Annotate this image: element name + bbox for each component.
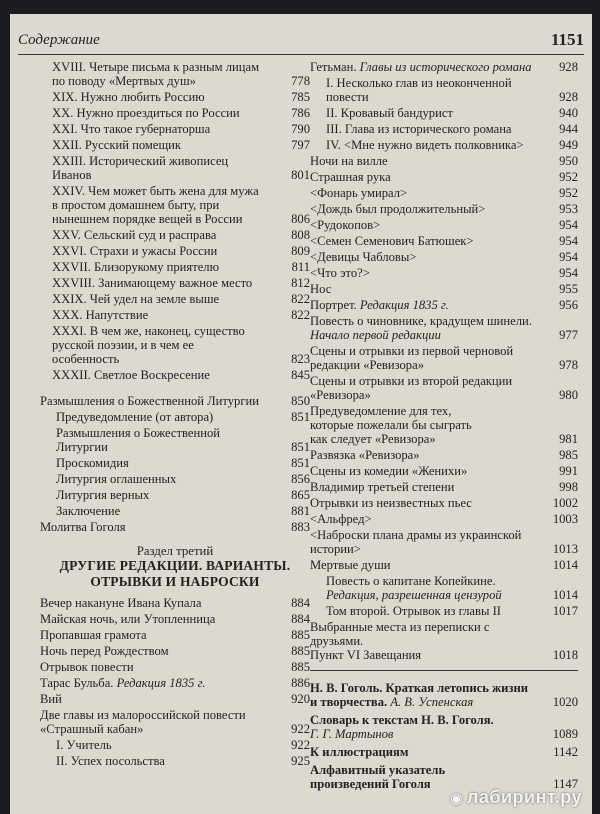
toc-page-number: 845	[291, 368, 310, 382]
toc-entry: Проскомидия 851	[56, 456, 310, 470]
toc-page-number: 865	[291, 488, 310, 502]
toc-entry: IV. <Мне нужно видеть полковника> 949	[326, 138, 578, 152]
toc-entry: XXI. Что такое губернаторша 790	[52, 122, 310, 136]
toc-entry: Сцены и отрывки из второй редакции «Ревизора» 980	[310, 374, 578, 402]
toc-entry: Отрывки из неизвестных пьес 1002	[310, 496, 578, 510]
appendix-entry: Алфавитный указатель произведений Гоголя 1147	[310, 763, 578, 791]
toc-entry: XXXI. В чем же, наконец, существо русской поэзии, и в чем ее особенность 823	[52, 324, 310, 366]
toc-page-number: 1142	[553, 745, 578, 759]
letters-list	[40, 60, 310, 382]
toc-page-number: 812	[291, 276, 310, 290]
toc-page-number: 1018	[552, 648, 578, 662]
toc-entry: Портрет. Редакция 1835 г. 956	[310, 298, 578, 312]
toc-entry: <Семен Семенович Батюшек> 954	[310, 234, 578, 248]
variants-list	[40, 596, 310, 768]
toc-entry: XXIX. Чей удел на земле выше 822	[52, 292, 310, 306]
toc-entry: Тарас Бульба. Редакция 1835 г. 886	[40, 676, 310, 690]
toc-page-number: 851	[291, 456, 310, 470]
toc-entry: Молитва Гоголя 883	[40, 520, 310, 534]
toc-entry: Развязка «Ревизора» 985	[310, 448, 578, 462]
toc-entry: Том второй. Отрывок из главы II 1017	[326, 604, 578, 618]
toc-page-number: 952	[559, 170, 578, 184]
toc-page-number: 949	[559, 138, 578, 152]
toc-page-number: 811	[291, 260, 310, 274]
toc-entry: Выбранные места из переписки с друзьями. Пункт VI Завещания 1018	[310, 620, 578, 662]
toc-entry: II. Кровавый бандурист 940	[326, 106, 578, 120]
toc-page-number: 822	[291, 308, 310, 322]
toc-entry: Пропавшая грамота 885	[40, 628, 310, 642]
toc-page-number: 801	[291, 168, 310, 182]
toc-entry: Владимир третьей степени 998	[310, 480, 578, 494]
left-column	[40, 60, 310, 770]
toc-entry: Заключение 881	[56, 504, 310, 518]
toc-entry: Сцены из комедии «Женихи» 991	[310, 464, 578, 478]
page-number: 1151	[550, 30, 584, 49]
toc-page-number: 785	[291, 90, 310, 104]
toc-page-number: 1020	[552, 695, 578, 709]
toc-entry: I. Несколько глав из неоконченной повести 928	[326, 76, 578, 104]
toc-page-number: 823	[291, 352, 310, 366]
fragments-list	[310, 60, 578, 662]
toc-page-number: 881	[291, 504, 310, 518]
toc-page-number: 851	[291, 440, 310, 454]
toc-page-number: 978	[559, 358, 578, 372]
toc-page-number: 956	[559, 298, 578, 312]
toc-page-number: 1089	[552, 727, 578, 741]
toc-page-number: 920	[291, 692, 310, 706]
toc-entry: Вечер накануне Ивана Купала 884	[40, 596, 310, 610]
toc-entry: II. Успех посольства 925	[56, 754, 310, 768]
toc-page-number: 809	[291, 244, 310, 258]
toc-entry: Ночи на вилле 950	[310, 154, 578, 168]
watermark-logo-icon: ◉	[450, 790, 463, 806]
toc-page-number: 806	[291, 212, 310, 226]
toc-page-number: 928	[559, 60, 578, 74]
toc-entry: XXVII. Близорукому приятелю 811	[52, 260, 310, 274]
right-column	[310, 60, 578, 793]
header-rule	[18, 54, 584, 55]
toc-entry: Нос 955	[310, 282, 578, 296]
toc-page-number: 1002	[552, 496, 578, 510]
toc-entry: <Что это?> 954	[310, 266, 578, 280]
toc-entry: XXIV. Чем может быть жена для мужа в простом домашнем быту, при нынешнем порядке вещей в России 806	[52, 184, 310, 226]
toc-entry: XX. Нужно проездиться по России 786	[52, 106, 310, 120]
toc-entry: Ночь перед Рождеством 885	[40, 644, 310, 658]
toc-page-number: 1014	[552, 588, 578, 602]
toc-entry: <Рудокопов> 954	[310, 218, 578, 232]
toc-entry: Предуведомление для тех, которые пожелали бы сыграть как следует «Ревизора» 981	[310, 404, 578, 446]
toc-page-number: 778	[291, 74, 310, 88]
toc-entry: XIX. Нужно любить Россию 785	[52, 90, 310, 104]
toc-page-number: 886	[291, 676, 310, 690]
toc-page-number: 790	[291, 122, 310, 136]
appendix-rule	[310, 670, 578, 671]
toc-entry: I. Учитель 922	[56, 738, 310, 752]
toc-page-number: 822	[291, 292, 310, 306]
toc-page-number: 954	[559, 250, 578, 264]
appendix-entry: Словарь к текстам Н. В. Гоголя. Г. Г. Мартынов 1089	[310, 713, 578, 741]
toc-page-number: 955	[559, 282, 578, 296]
appendix-entry: Н. В. Гоголь. Краткая летопись жизни и творчества. А. В. Успенская 1020	[310, 681, 578, 709]
toc-entry: Две главы из малороссийской повести «Страшный кабан» 922	[40, 708, 310, 736]
toc-entry: XXIII. Исторический живописец Иванов 801	[52, 154, 310, 182]
toc-page-number: 1003	[552, 512, 578, 526]
toc-page-number: 980	[559, 388, 578, 402]
section-title: Содержание	[18, 32, 100, 48]
toc-entry: Литургия оглашенных 856	[56, 472, 310, 486]
section-heading	[40, 544, 310, 590]
toc-entry: XXII. Русский помещик 797	[52, 138, 310, 152]
toc-entry: Гетьман. Главы из исторического романа 928	[310, 60, 578, 74]
toc-page-number: 851	[291, 410, 310, 424]
toc-page-number: 1013	[552, 542, 578, 556]
toc-page-number: 981	[559, 432, 578, 446]
section-title-line1: ДРУГИЕ РЕДАКЦИИ. ВАРИАНТЫ.	[59, 558, 291, 573]
toc-page-number: 925	[291, 754, 310, 768]
toc-page-number: 952	[559, 186, 578, 200]
toc-page-number: 922	[291, 738, 310, 752]
toc-page-number: 950	[559, 154, 578, 168]
toc-entry: Отрывок повести 885	[40, 660, 310, 674]
toc-entry: Мертвые души 1014	[310, 558, 578, 572]
liturgy-list	[40, 394, 310, 534]
toc-page-number: 850	[291, 394, 310, 408]
toc-entry: Предуведомление (от автора) 851	[56, 410, 310, 424]
appendix-list	[310, 681, 578, 791]
toc-entry: XXVI. Страхи и ужасы России 809	[52, 244, 310, 258]
toc-entry: <Дождь был продолжительный> 953	[310, 202, 578, 216]
section-title-line2: ОТРЫВКИ И НАБРОСКИ	[90, 574, 260, 589]
toc-page-number: 884	[291, 612, 310, 626]
toc-entry: <Альфред> 1003	[310, 512, 578, 526]
toc-page-number: 985	[559, 448, 578, 462]
toc-entry: Вий 920	[40, 692, 310, 706]
toc-page-number: 928	[559, 90, 578, 104]
toc-page-number: 1014	[552, 558, 578, 572]
toc-entry: III. Глава из исторического романа 944	[326, 122, 578, 136]
toc-page-number: 944	[559, 122, 578, 136]
toc-entry: Сцены и отрывки из первой черновой редакции «Ревизора» 978	[310, 344, 578, 372]
toc-entry: Повесть о чиновнике, крадущем шинели. Начало первой редакции 977	[310, 314, 578, 342]
toc-entry: Повесть о капитане Копейкине. Редакция, разрешенная цензурой 1014	[326, 574, 578, 602]
toc-page-number: 1147	[553, 777, 578, 791]
toc-page-number: 998	[559, 480, 578, 494]
toc-page-number: 977	[559, 328, 578, 342]
toc-entry: Майская ночь, или Утопленница 884	[40, 612, 310, 626]
watermark: ◉ лабиринт.ру	[450, 787, 582, 807]
book-page	[10, 14, 592, 814]
toc-page-number: 884	[291, 596, 310, 610]
toc-entry: <Наброски плана драмы из украинской истории> 1013	[310, 528, 578, 556]
toc-entry: <Девицы Чабловы> 954	[310, 250, 578, 264]
toc-page-number: 797	[291, 138, 310, 152]
toc-entry: Размышления о Божественной Литургии 851	[56, 426, 310, 454]
toc-entry: XXX. Напутствие 822	[52, 308, 310, 322]
page-header	[18, 28, 584, 54]
toc-page-number: 883	[291, 520, 310, 534]
toc-entry: XXV. Сельский суд и расправа 808	[52, 228, 310, 242]
toc-page-number: 954	[559, 266, 578, 280]
toc-entry: Страшная рука 952	[310, 170, 578, 184]
appendix-entry: К иллюстрациям 1142	[310, 745, 578, 759]
toc-page-number: 954	[559, 234, 578, 248]
toc-page-number: 856	[291, 472, 310, 486]
toc-entry: XXVIII. Занимающему важное место 812	[52, 276, 310, 290]
toc-page-number: 922	[291, 722, 310, 736]
toc-page-number: 885	[291, 644, 310, 658]
toc-page-number: 885	[291, 660, 310, 674]
toc-entry: XXXII. Светлое Воскресение 845	[52, 368, 310, 382]
toc-page-number: 1017	[552, 604, 578, 618]
toc-page-number: 808	[291, 228, 310, 242]
toc-page-number: 991	[559, 464, 578, 478]
toc-entry: <Фонарь умирал> 952	[310, 186, 578, 200]
toc-page-number: 954	[559, 218, 578, 232]
toc-page-number: 953	[559, 202, 578, 216]
section-label: Раздел третий	[136, 544, 214, 558]
toc-page-number: 885	[291, 628, 310, 642]
toc-page-number: 940	[559, 106, 578, 120]
toc-entry: XVIII. Четыре письма к разным лицам по поводу «Мертвых душ» 778	[52, 60, 310, 88]
toc-entry: Литургия верных 865	[56, 488, 310, 502]
toc-page-number: 786	[291, 106, 310, 120]
toc-entry: Размышления о Божественной Литургии 850	[40, 394, 310, 408]
